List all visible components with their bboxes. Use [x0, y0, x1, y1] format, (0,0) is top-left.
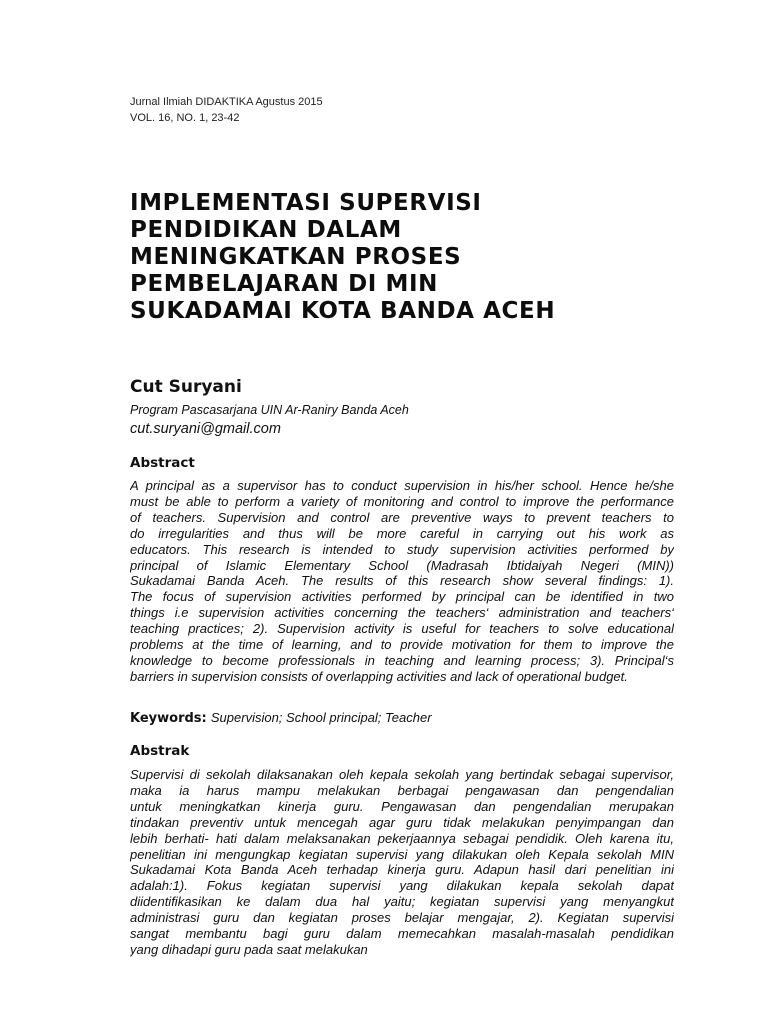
abstract-line: of teachers. Supervision and control are preventive ways to prevent teachers to: [130, 509, 674, 525]
journal-volume: VOL. 16, NO. 1, 23-42: [130, 112, 240, 124]
abstract-line: must be able to perform a variety of monitoring and control to improve the performance: [130, 493, 674, 509]
abstract-line: do irregularities and thus will be more careful in carrying out his work as: [130, 525, 674, 541]
abstrak-line: lebih berhati- hati dalam melaksanakan pekerjaannya sebagai pendidik. Oleh karena itu,: [130, 830, 674, 846]
abstrak-line: untuk meningkatkan kinerja guru. Pengawasan dan pengendalian merupakan: [130, 798, 674, 814]
abstract-line: A principal as a supervisor has to conduct supervision in his/her school. Hence he/she: [130, 478, 674, 493]
abstrak-line: adalah:1). Fokus kegiatan supervisi yang dilakukan kepala sekolah dapat: [130, 878, 674, 894]
journal-name: Jurnal Ilmiah DIDAKTIKA Agustus 2015: [130, 96, 323, 108]
abstract-line: barriers in supervision consists of overlapping activities and lack of operational budget.: [130, 668, 628, 684]
keywords: [130, 710, 432, 727]
abstrak-line: yang dihadapi guru pada saat melakukan: [130, 941, 368, 957]
abstrak-line: sangat membantu bagi guru dalam memecahkan masalah-masalah pendidikan: [130, 926, 674, 942]
title-line: MENINGKATKAN PROSES: [130, 244, 462, 270]
abstract-line: The focus of supervision activities performed by principal can be identified in two: [130, 589, 674, 605]
abstract-line: problems at the time of learning, and to provide motivation for them to improve the: [130, 637, 674, 653]
abstrak-line: Supervisi di sekolah dilaksanakan oleh kepala sekolah yang bertindak sebagai supervisor,: [130, 767, 674, 782]
journal-header: [130, 94, 323, 126]
title-line: IMPLEMENTASI SUPERVISI: [130, 190, 482, 216]
title-line: PENDIDIKAN DALAM: [130, 217, 402, 243]
abstract-line: principal of Islamic Elementary School (Madrasah Ibtidaiyah Negeri (MIN)): [130, 557, 674, 573]
abstract-line: things i.e supervision activities concerning the teachers‘ administration and teachers‘: [130, 605, 674, 621]
abstrak-line: maka ia harus mampu melakukan berbagai pengawasan dan pengendalian: [130, 782, 674, 798]
abstrak-line: diidentifikasikan ke dalam dua hal yaitu; kegiatan supervisi yang menyangkut: [130, 894, 674, 910]
abstrak-line: administrasi guru dan kegiatan proses belajar mengajar, 2). Kegiatan supervisi: [130, 910, 674, 926]
author-affiliation: Program Pascasarjana UIN Ar-Raniry Banda Aceh: [130, 403, 409, 417]
abstrak-line: penelitian ini mengungkap kegiatan supervisi yang dilakukan oleh Kepala sekolah MIN: [130, 846, 674, 862]
abstrak-heading: Abstrak: [130, 743, 190, 759]
abstract-heading: Abstract: [130, 455, 195, 471]
title-line: PEMBELAJARAN DI MIN: [130, 271, 439, 297]
paper-title: [130, 190, 690, 325]
abstract-line: teaching practices; 2). Supervision activity is useful for teachers to solve educational: [130, 621, 674, 637]
abstract-line: Sukadamai Banda Aceh. The results of this research show several findings: 1).: [130, 573, 674, 589]
author-name: Cut Suryani: [130, 377, 242, 397]
title-line: SUKADAMAI KOTA BANDA ACEH: [130, 298, 556, 324]
abstrak-line: tindakan preventiv untuk mencegah agar guru tidak melakukan penyimpangan dan: [130, 814, 674, 830]
abstrak-line: Sukadamai Kota Banda Aceh terhadap kinerja guru. Adapun hasil dari penelitian ini: [130, 862, 674, 878]
keywords-value: Supervision; School principal; Teacher: [210, 710, 432, 725]
abstract-body: [130, 478, 674, 685]
abstract-line: knowledge to become professionals in teaching and learning process; 3). Principal‘s: [130, 652, 674, 668]
abstrak-body: [130, 767, 674, 958]
abstract-line: educators. This research is intended to study supervision activities performed by: [130, 541, 674, 557]
keywords-label: Keywords:: [130, 711, 207, 726]
author-email: cut.suryani@gmail.com: [130, 421, 281, 437]
